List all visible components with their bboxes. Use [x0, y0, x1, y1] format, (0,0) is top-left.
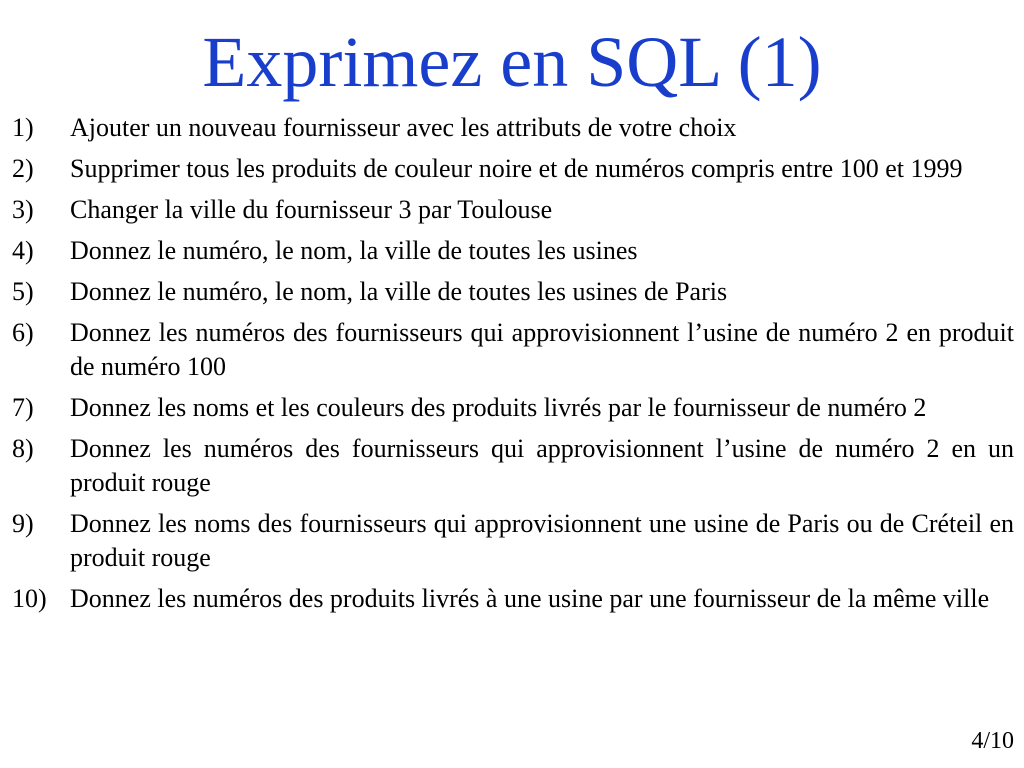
question-item-4 — [12, 234, 1014, 268]
question-item-6 — [12, 316, 1014, 384]
question-text: Supprimer tous les produits de couleur noire et de numéros compris entre 100 et 1999 — [70, 154, 963, 183]
question-number: 1) — [12, 113, 34, 142]
question-item-7 — [12, 391, 1014, 425]
page-number: 4/10 — [971, 728, 1014, 754]
question-item-10 — [12, 582, 1014, 616]
question-number: 5) — [12, 277, 34, 306]
question-text: Donnez le numéro, le nom, la ville de toutes les usines — [70, 236, 638, 265]
question-item-9 — [12, 507, 1014, 575]
question-item-3 — [12, 193, 1014, 227]
question-text: Donnez les numéros des fournisseurs qui approvisionnent l’usine de numéro 2 en produit de numéro 100 — [70, 318, 1014, 381]
question-item-1 — [12, 111, 1014, 145]
slide-title: Exprimez en SQL (1) — [202, 22, 822, 102]
question-number: 4) — [12, 236, 34, 265]
question-text: Donnez le numéro, le nom, la ville de toutes les usines de Paris — [70, 277, 728, 306]
question-item-2 — [12, 152, 1014, 186]
question-number: 8) — [12, 434, 34, 463]
question-text: Changer la ville du fournisseur 3 par Toulouse — [70, 195, 553, 224]
question-text: Ajouter un nouveau fournisseur avec les attributs de votre choix — [70, 113, 737, 142]
question-number: 6) — [12, 318, 34, 347]
question-number: 2) — [12, 154, 34, 183]
question-text: Donnez les numéros des fournisseurs qui approvisionnent l’usine de numéro 2 en un produit rouge — [70, 434, 1014, 497]
question-number: 7) — [12, 393, 34, 422]
question-item-8 — [12, 432, 1014, 500]
question-text: Donnez les noms et les couleurs des produits livrés par le fournisseur de numéro 2 — [70, 393, 927, 422]
question-number: 3) — [12, 195, 34, 224]
question-number: 10) — [12, 584, 47, 613]
question-text: Donnez les numéros des produits livrés à une usine par une fournisseur de la même ville — [70, 584, 990, 613]
question-number: 9) — [12, 509, 34, 538]
question-text: Donnez les noms des fournisseurs qui approvisionnent une usine de Paris ou de Créteil en produit rouge — [70, 509, 1014, 572]
question-list — [12, 111, 1014, 623]
question-item-5 — [12, 275, 1014, 309]
